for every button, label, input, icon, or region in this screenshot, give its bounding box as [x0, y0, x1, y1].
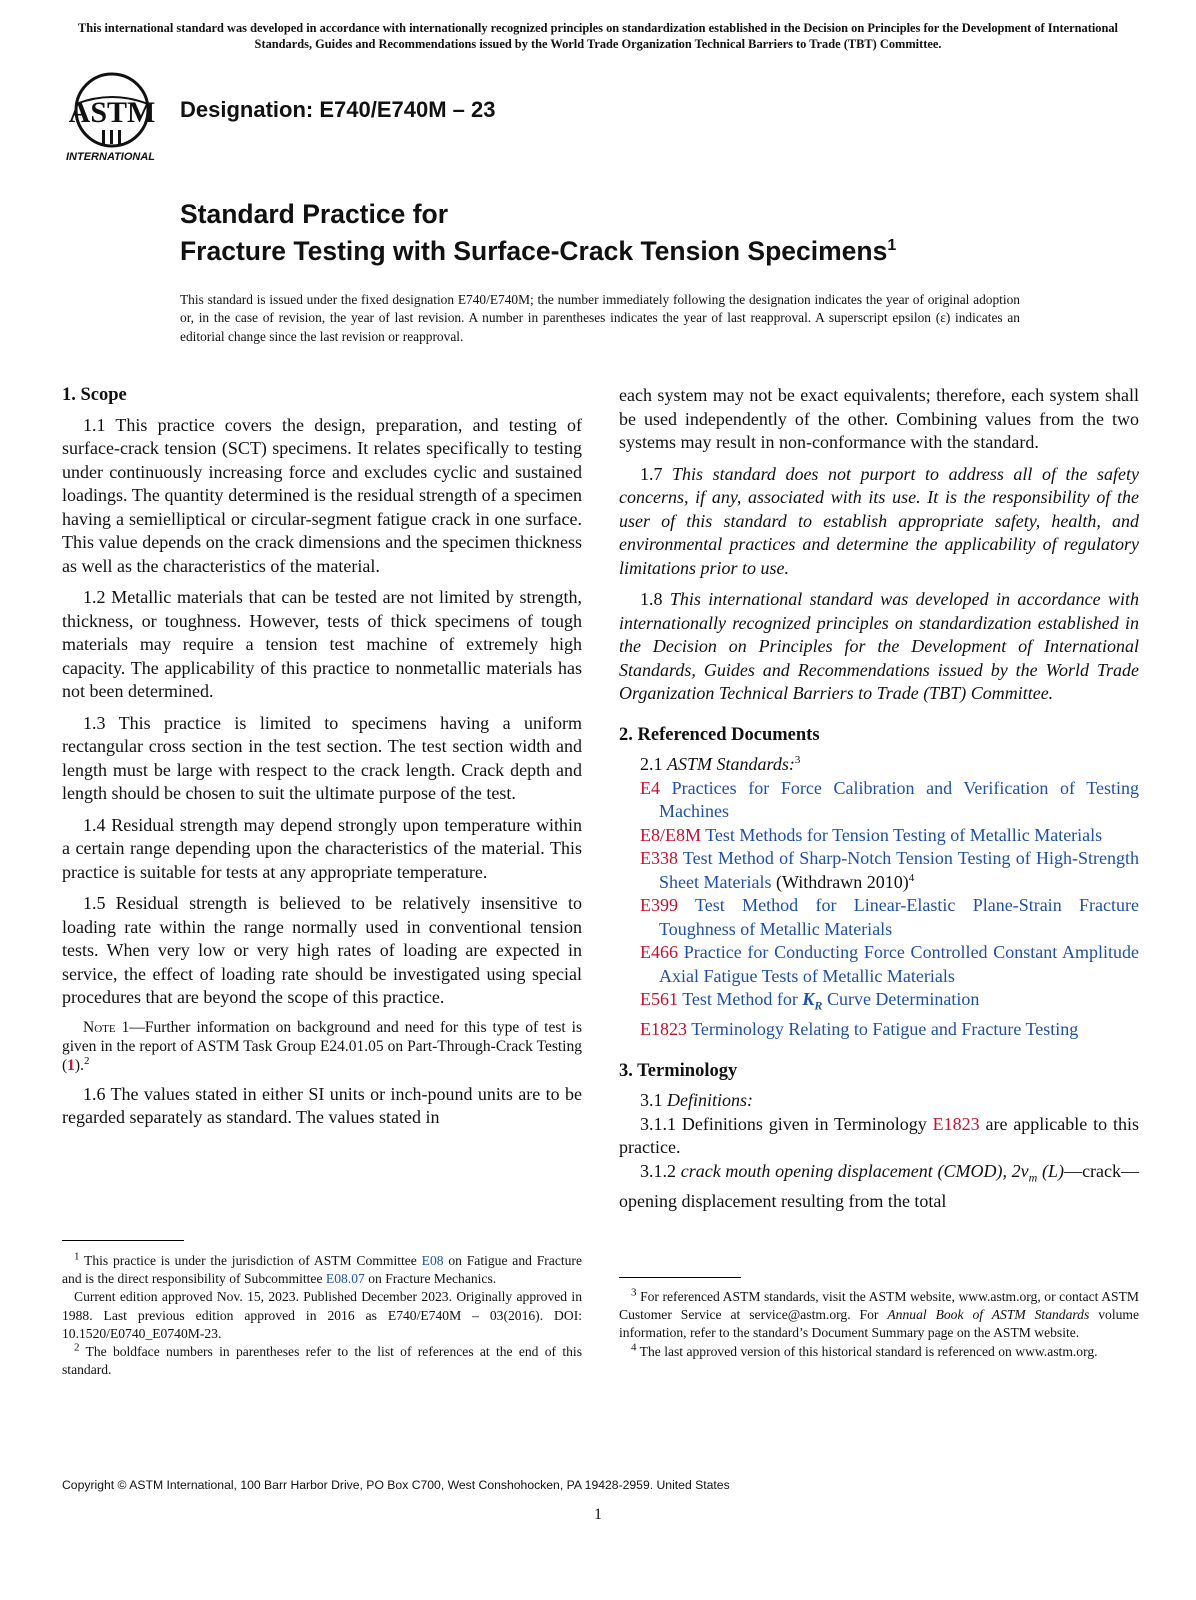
subcommittee-link[interactable]: E08.07	[325, 1271, 365, 1287]
logo-caption: INTERNATIONAL	[66, 151, 156, 163]
footnote-rule-right	[619, 1277, 741, 1278]
paragraph-text: are applicable to this practice.	[619, 1113, 1139, 1158]
footnote-text: on Fracture Mechanics.	[364, 1271, 497, 1287]
footnotes-left	[62, 1252, 582, 1379]
subheading-label: ASTM Standards:	[667, 754, 795, 774]
paragraph-1-8	[619, 588, 1139, 706]
reference-item[interactable]	[619, 894, 1139, 941]
reference-title-part[interactable]: Test Method for	[682, 989, 803, 1009]
page-title	[180, 198, 896, 267]
reference-title[interactable]: Practices for Force Calibration and Verification of Testing Machines	[659, 777, 1139, 821]
title-line-2: Fracture Testing with Surface-Crack Tension Specimens	[180, 235, 888, 266]
term-definition: —crack—opening displacement resulting from the total	[619, 1160, 1140, 1211]
reference-title[interactable]: Terminology Relating to Fatigue and Fracture Testing	[691, 1019, 1079, 1040]
footnote-1: $^1$ This practice is under the jurisdiction of ASTM Committee E08 on Fatigue and Fracture and is the direct responsibility of Subcommittee E08.07 on Fracture Mechanics.	[62, 1250, 582, 1287]
note-1-text: —Further information on background and need for this type of test is given in the report of ASTM Task Group E24.01.05 on Part-Through-Crack Testing (	[62, 1018, 583, 1074]
footnote-3: $^3$ For referenced ASTM standards, visit the ASTM website, www.astm.org, or contact ASTM Customer Service at service@astm.org. For Annual Book of ASTM Standards volume information, refer to the standard’s Document Summary page on the ASTM website.	[619, 1286, 1139, 1341]
footnote-2: $^2$ The boldface numbers in parentheses refer to the list of references at the end of this standard.	[62, 1341, 582, 1378]
reference-item[interactable]	[619, 988, 1139, 1018]
title-line-1: Standard Practice for	[180, 199, 449, 229]
definitions-subheading	[619, 1089, 1139, 1113]
reference-link-1[interactable]: 1	[67, 1056, 75, 1074]
paragraph-1-8-number: 1.8	[640, 589, 663, 609]
subheading-number: 2.1	[640, 754, 663, 774]
designation: Designation: E740/E740M – 23	[180, 97, 496, 122]
reference-code[interactable]: E561	[640, 989, 678, 1009]
svg-text:ASTM: ASTM	[68, 96, 156, 129]
reference-code[interactable]: E399	[640, 895, 678, 915]
paragraph-1-6: 1.6 The values stated in either SI units or inch-pound units are to be regarded separately as standard. The values stated in	[62, 1083, 582, 1127]
right-column	[619, 384, 1139, 1213]
paragraph-3-1-1	[619, 1113, 1139, 1160]
paragraph-1-7-number: 1.7	[640, 463, 663, 484]
astm-standards-subheading	[619, 753, 1139, 777]
footnote-mark-3: 3	[794, 754, 801, 766]
reference-item[interactable]	[619, 847, 1139, 894]
reference-item[interactable]	[619, 824, 1139, 848]
r-subscript[interactable]: R	[814, 998, 823, 1013]
referenced-documents-heading: 2. Referenced Documents	[619, 724, 820, 745]
astm-logo	[62, 72, 170, 168]
page-number: 1	[594, 1506, 602, 1523]
left-column	[62, 384, 582, 1138]
term-subscript: m	[1028, 1170, 1038, 1185]
reference-withdrawn: (Withdrawn 2010)	[771, 871, 909, 892]
committee-link[interactable]: E08	[421, 1253, 444, 1268]
reference-code[interactable]: E4	[640, 777, 660, 798]
note-1	[62, 1018, 582, 1075]
footnote-text: For referenced ASTM standards, visit the ASTM website, www.astm.org, or contact ASTM Customer Service at service@astm.org. For	[619, 1289, 1139, 1323]
reference-title[interactable]: Test Method for Linear-Elastic Plane-Strain Fracture Toughness of Metallic Materials	[659, 895, 1139, 939]
footnote-mark-2: 2	[83, 1054, 90, 1067]
term-name: crack mouth opening displacement (CMOD), 2v	[680, 1160, 1029, 1181]
reference-title-part[interactable]: Curve Determination	[822, 989, 980, 1009]
k-symbol[interactable]: K	[802, 989, 815, 1009]
reference-title[interactable]: Practice for Conducting Force Controlled Constant Amplitude Axial Fatigue Tests of Metallic Materials	[659, 942, 1139, 986]
paragraph-number: 3.1.2	[640, 1160, 681, 1181]
reference-item[interactable]	[619, 941, 1139, 988]
reference-code[interactable]: E338	[640, 848, 678, 868]
reference-item[interactable]	[619, 777, 1139, 824]
paragraph-1-8-text: This international standard was developed in accordance with internationally recognized principles on standardization established in the Decision on Principles for the Development of International Standards, Guides and Recommendations issued by the World Trade Organization Technical Barriers to Trade (TBT) Committee.	[619, 589, 1139, 703]
note-1-label: Note 1	[83, 1018, 130, 1036]
paragraph-1-2: 1.2 Metallic materials that can be tested are not limited by strength, thickness, or toughness. However, tests of thick specimens of tough materials may require a tension test machine of extremely high capacity. The applicability of this practice to nonmetallic materials has not been determined.	[62, 587, 582, 701]
footnote-edition: Current edition approved Nov. 15, 2023. Published December 2023. Originally approved in 1988. Last previous edition approved in 2016 as E740/E740M – 03(2016). DOI: 10.1520/E0740_E0740M-23.	[62, 1289, 582, 1341]
footnote-text: The last approved version of this historical standard is referenced on www.astm.org.	[639, 1343, 1098, 1359]
terminology-heading: 3. Terminology	[619, 1060, 738, 1081]
copyright: Copyright © ASTM International, 100 Barr Harbor Drive, PO Box C700, West Conshohocken, PA 19428-2959. United States	[62, 1478, 730, 1492]
footnote-mark-4: 4	[908, 871, 915, 884]
subheading-label: Definitions:	[667, 1090, 753, 1111]
paragraph-3-1-2	[619, 1160, 1139, 1214]
astm-logo-icon	[62, 72, 170, 168]
paragraph-1-4: 1.4 Residual strength may depend strongly upon temperature within a certain range depending upon the characteristics of the material. This practice is suitable for tests at any appropriate temperature.	[62, 814, 582, 882]
subheading-number: 3.1	[640, 1090, 663, 1111]
footnote-rule-left	[62, 1240, 184, 1241]
paragraph-1-5: 1.5 Residual strength is believed to be relatively insensitive to loading rate within the range normally used in conventional tension tests. When very low or very high rates of loading are expected in service, the effect of loading rate should be investigated using special procedures that are beyond the scope of this practice.	[62, 893, 582, 1007]
top-notice: This international standard was developed in accordance with internationally recognized principles on standardization established in the Decision on Principles for the Development of International Standards, Guides and Recommendations issued by the World Trade Organization Technical Barriers to Trade (TBT) Committee.	[77, 21, 1119, 51]
footnote-text: volume information, refer to the standard’s Document Summary page on the ASTM website.	[619, 1307, 1139, 1341]
paragraph-1-1: 1.1 This practice covers the design, preparation, and testing of surface-crack tension (SCT) specimens. It relates specifically to testing under continuously increasing force and excludes cyclic and sustained loadings. The quantity determined is the residual strength of a specimen having a semielliptical or circular-segment fatigue crack in one surface. This value depends on the crack dimensions and the specimen thickness as well as the characteristics of the material.	[62, 414, 582, 576]
footnote-text: This practice is under the jurisdiction of ASTM Committee	[84, 1253, 422, 1268]
paragraph-1-7	[619, 463, 1139, 581]
reference-code[interactable]: E8/E8M	[640, 824, 701, 845]
paragraph-1-7-text: This standard does not purport to address all of the safety concerns, if any, associated with its use. It is the responsibility of the user of this standard to establish appropriate safety, health, and environmental practices and determine the applicability of regulatory limitations prior to use.	[619, 463, 1139, 578]
reference-title[interactable]: Test Methods for Tension Testing of Metallic Materials	[705, 824, 1103, 845]
reference-item[interactable]	[619, 1018, 1139, 1042]
footnote-text: on Fatigue and Fracture and is the direct responsibility of Subcommittee	[62, 1253, 582, 1287]
reference-code[interactable]: E1823	[640, 1019, 687, 1040]
footnotes-right	[619, 1288, 1139, 1361]
issue-note: This standard is issued under the fixed designation E740/E740M; the number immediately following the designation indicates the year of original adoption or, in the case of revision, the year of last revision. A number in parentheses indicates the year of last reapproval. A superscript epsilon (ε) indicates an editorial change since the last revision or reapproval.	[180, 292, 1020, 344]
paragraph-1-6-continued: each system may not be exact equivalents; therefore, each system shall be used independently of the other. Combining values from the two systems may result in non-conformance with the standard.	[619, 385, 1139, 452]
note-1-end: ).	[74, 1056, 84, 1074]
reference-title[interactable]	[682, 989, 980, 1013]
paragraph-1-3: 1.3 This practice is limited to specimens having a uniform rectangular cross section in the test section. The test section width and length must be large with respect to the crack length. Crack depth and length should be chosen to suit the ultimate purpose of the test.	[62, 712, 582, 803]
reference-title[interactable]: Test Method of Sharp-Notch Tension Testing of High-Strength Sheet Materials	[659, 848, 1139, 892]
terminology-link[interactable]: E1823	[932, 1113, 980, 1134]
footnote-text: The boldface numbers in parentheses refer to the list of references at the end of this standard.	[62, 1344, 582, 1378]
term-unit: (L)	[1037, 1160, 1065, 1181]
footnote-4: $^4$ The last approved version of this historical standard is referenced on www.astm.org.	[631, 1341, 1098, 1359]
footnote-italic: Annual Book of ASTM Standards	[887, 1307, 1090, 1323]
title-footnote-mark: 1	[887, 237, 897, 254]
scope-heading: 1. Scope	[62, 385, 127, 405]
paragraph-text: 3.1.1 Definitions given in Terminology	[640, 1113, 933, 1134]
reference-code[interactable]: E466	[640, 942, 678, 962]
